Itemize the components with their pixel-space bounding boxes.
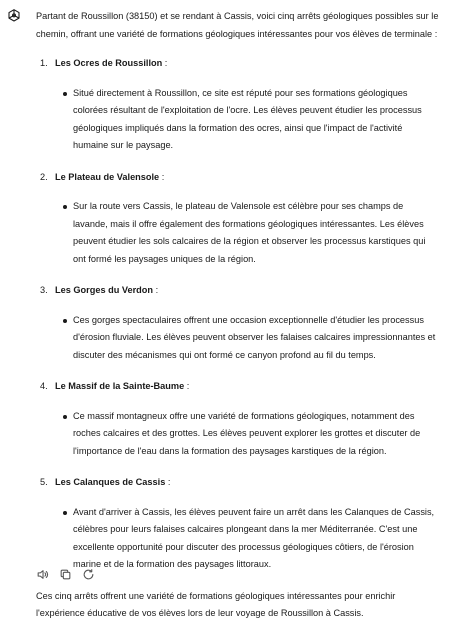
- stop-colon: :: [162, 58, 168, 68]
- stop-title: [36, 474, 440, 492]
- stop-number: 2.: [40, 171, 48, 182]
- stop-colon: :: [165, 477, 171, 487]
- stop-description: Sur la route vers Cassis, le plateau de Valensole est célèbre pour ses champs de lavande, mais il offre également des formations géologiques intéressantes. Les élèves peuvent étudier les sols calcaires de la région et observer les processus karstiques qui ont formé les paysages uniques de la région.: [36, 198, 440, 268]
- stop-title: [36, 169, 440, 187]
- stop-colon: :: [159, 171, 165, 182]
- message-actions: [36, 568, 95, 581]
- stop-number: 4.: [40, 381, 48, 391]
- stop-colon: :: [184, 381, 190, 391]
- stop-name: Le Massif de la Sainte-Baume: [55, 381, 185, 391]
- stop-colon: :: [153, 285, 159, 295]
- outro-text: Ces cinq arrêts offrent une variété de formations géologiques intéressantes pour enrichir l'expérience éducative de vos élèves lors de leur voyage de Roussillon à Cassis.: [36, 590, 396, 618]
- stop-description: Ces gorges spectaculaires offrent une occasion exceptionnelle d'étudier les processus d'érosion fluviale. Les élèves peuvent observer les falaises calcaires impressionnantes et discuter des mécanismes qui ont formé ce canyon profond au fil du temps.: [36, 312, 440, 365]
- stop-title: [36, 282, 440, 300]
- stop-name: Les Gorges du Verdon: [55, 285, 154, 295]
- stop-number: 1.: [40, 58, 48, 68]
- stop-name: Les Calanques de Cassis: [55, 477, 166, 487]
- stop-description: Situé directement à Roussillon, ce site est réputé pour ses formations géologiques colorées résultant de l'exploitation de l'ocre. Les élèves peuvent étudier les processus géologiques impliqués dans la formation des ocres, ainsi que l'impact de l'activité humaine sur le paysage.: [36, 85, 440, 155]
- copy-icon[interactable]: [59, 568, 72, 581]
- stop-description: Avant d'arriver à Cassis, les élèves peuvent faire un arrêt dans les Calanques de Cassis, célèbres pour leurs falaises calcaires plongeant dans la mer Méditerranée. C'est une excellente opportunité pour discuter des processus géologiques côtiers, de l'érosion marine et de la formation des paysages littoraux.: [36, 504, 440, 574]
- openai-logo-icon: [6, 8, 22, 24]
- stop-description: Ce massif montagneux offre une variété de formations géologiques, notamment des roches calcaires et des grottes. Les élèves peuvent explorer les grottes et discuter de l'importance de l'eau dans la formation des paysages karstiques de la région.: [36, 408, 440, 461]
- speaker-icon[interactable]: [36, 568, 49, 581]
- regenerate-icon[interactable]: [82, 568, 95, 581]
- stop-number: 5.: [40, 477, 48, 487]
- stop-name: Le Plateau de Valensole: [55, 171, 160, 182]
- message-content: [36, 8, 440, 623]
- stop-list: [36, 55, 440, 574]
- stop-title: [36, 55, 440, 73]
- intro-text: Partant de Roussillon (38150) et se rendant à Cassis, voici cinq arrêts géologiques possibles sur le chemin, offrant une variété de formations géologiques intéressantes pour vos élèves de terminale :: [36, 11, 439, 39]
- stop-title: [36, 378, 440, 396]
- stop-name: Les Ocres de Roussillon: [55, 58, 163, 68]
- stop-number: 3.: [40, 285, 48, 295]
